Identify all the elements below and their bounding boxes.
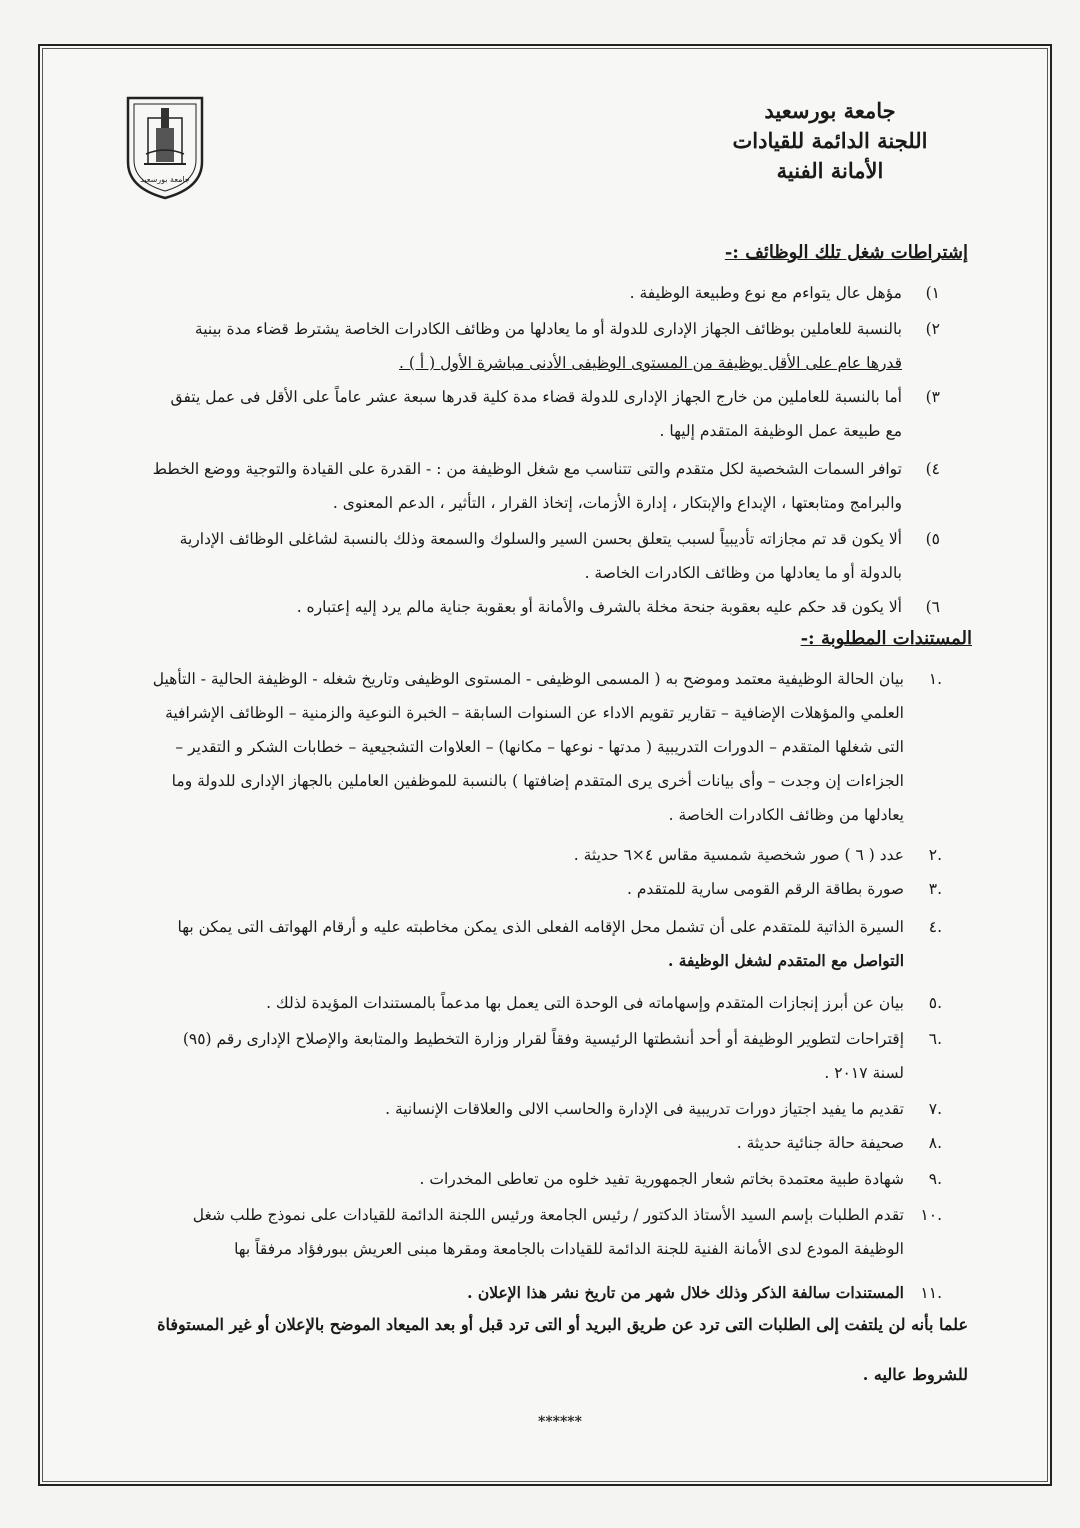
- document-item-7: .٧ تقديم ما يفيد اجتياز دورات تدريبية فى الإدارة والحاسب الالى والعلاقات الإنسانية .: [385, 1100, 942, 1118]
- requirement-item-4: ٤) توافر السمات الشخصية لكل متقدم والتى تتناسب مع شغل الوظيفة من : - القدرة على القيادة والتوجية ووضع الخطط والبرامج ومتابعتها ، الإبداع والإبتكار ، إدارة الأزمات، إتخاذ القرار ، التأثير ، الدعم المعنوى .: [152, 460, 940, 512]
- document-item-3: .٣ صورة بطاقة الرقم القومى سارية للمتقدم .: [626, 880, 942, 898]
- document-item-10: .١٠ تقدم الطلبات بإسم السيد الأستاذ الدكتور / رئيس الجامعة ورئيس اللجنة الدائمة للقيادات على نموذج طلب شغل الوظيفة المودع لدى الأمانة الفنية للجنة الدائمة للقيادات بالجامعة ومقرها مبنى العريش ببورفؤاد مرفقاً بها: [192, 1206, 942, 1258]
- document-item-4: .٤ السيرة الذاتية للمتقدم على أن تشمل محل الإقامه الفعلى الذى يمكن مخاطبته عليه و أرقام الهواتف التى يمكن بها التواصل مع المتقدم لشغل الوظيفة .: [177, 918, 942, 970]
- document-item-11: .١١ المستندات سالفة الذكر وذلك خلال شهر من تاريخ نشر هذا الإعلان .: [467, 1283, 942, 1302]
- header-university: جامعة بورسعيد: [764, 98, 896, 123]
- document-item-9: .٩ شهادة طبية معتمدة بخاتم شعار الجمهورية تفيد خلوه من تعاطى المخدرات .: [419, 1170, 942, 1188]
- document-item-8: .٨ صحيفة حالة جنائية حديثة .: [736, 1134, 942, 1152]
- documents-title: المستندات المطلوبة :-: [800, 628, 972, 649]
- requirement-item-3: ٣) أما بالنسبة للعاملين من خارج الجهاز الإدارى للدولة قضاء مدة كلية قدرها سبعة عشر عاماً على الأقل فى عمل يتفق مع طبيعة عمل الوظيفة المتقدم إليها .: [170, 388, 940, 440]
- closing-note: علما بأنه لن يلتفت إلى الطلبات التى ترد عن طريق البريد أو التى ترد قبل أو بعد الميعاد الموضح بالإعلان أو غير المستوفاة للشروط عاليه .: [157, 1315, 968, 1384]
- header-secretariat: الأمانة الفنية: [776, 158, 884, 183]
- requirement-item-5: ٥) ألا يكون قد تم مجازاته تأديبياً لسبب يتعلق بحسن السير والسلوك والسمعة وذلك بالنسبة لشاغلى الوظائف الإدارية بالدولة أو ما يعادلها من وظائف الكادرات الخاصة .: [179, 530, 940, 582]
- requirement-item-2: ٢) بالنسبة للعاملين بوظائف الجهاز الإدارى للدولة أو ما يعادلها من وظائف الكادرات الخاصة يشترط قضاء مدة بينية قدرها عام على الأقل بوظيفة من المستوى الوظيفى الأدنى مباشرة الأول ( أ ) .: [194, 320, 940, 372]
- document-item-6: .٦ إقتراحات لتطوير الوظيفة أو أحد أنشطتها الرئيسية وفقاً لقرار وزارة التخطيط والمتابعة والإصلاح الإدارى رقم (٩٥) لسنة ٢٠١٧ .: [182, 1030, 942, 1082]
- document-header: [730, 96, 930, 186]
- document-item-2: .٢ عدد ( ٦ ) صور شخصية شمسية مقاس ٤×٦ حديثة .: [573, 846, 942, 864]
- svg-text:جامعة بورسعيد: جامعة بورسعيد: [140, 175, 190, 184]
- university-seal-icon: [120, 92, 210, 202]
- document-item-1: .١ بيان الحالة الوظيفية معتمد وموضح به ( المسمى الوظيفى - المستوى الوظيفى وتاريخ شغله - الوظيفة الحالية - التأهيل العلمي والمؤهلات الإضافية – تقارير تقويم الاداء عن السنوات السابقة – الخبرة النوعية والزمنية – الوظائف الإشرافية التى شغلها المتقدم – الدورات التدريبية ( مدتها - نوعها – مكانها) – العلاوات التشجيعية – خطابات الشكر و التقدير – الجزاءات إن وجدت – وأى بيانات أخرى يرى المتقدم إضافتها ) بالنسبة للموظفين العاملين بالجهاز الإدارى للدولة وما يعادلها من وظائف الكادرات الخاصة .: [152, 670, 942, 824]
- footer-mark: ******: [538, 1414, 582, 1430]
- requirements-title: إشتراطات شغل تلك الوظائف :-: [724, 242, 968, 263]
- header-committee: اللجنة الدائمة للقيادات: [732, 128, 928, 153]
- document-item-5: .٥ بيان عن أبرز إنجازات المتقدم وإسهاماته فى الوحدة التى يعمل بها مدعماً بالمستندات المؤيدة لذلك .: [266, 994, 942, 1012]
- requirement-item-6: ٦) ألا يكون قد حكم عليه بعقوبة جنحة مخلة بالشرف والأمانة أو بعقوبة جناية مالم يرد إليه إعتباره .: [296, 598, 940, 616]
- requirement-item-1: ١) مؤهل عال يتواءم مع نوع وطبيعة الوظيفة .: [629, 284, 940, 302]
